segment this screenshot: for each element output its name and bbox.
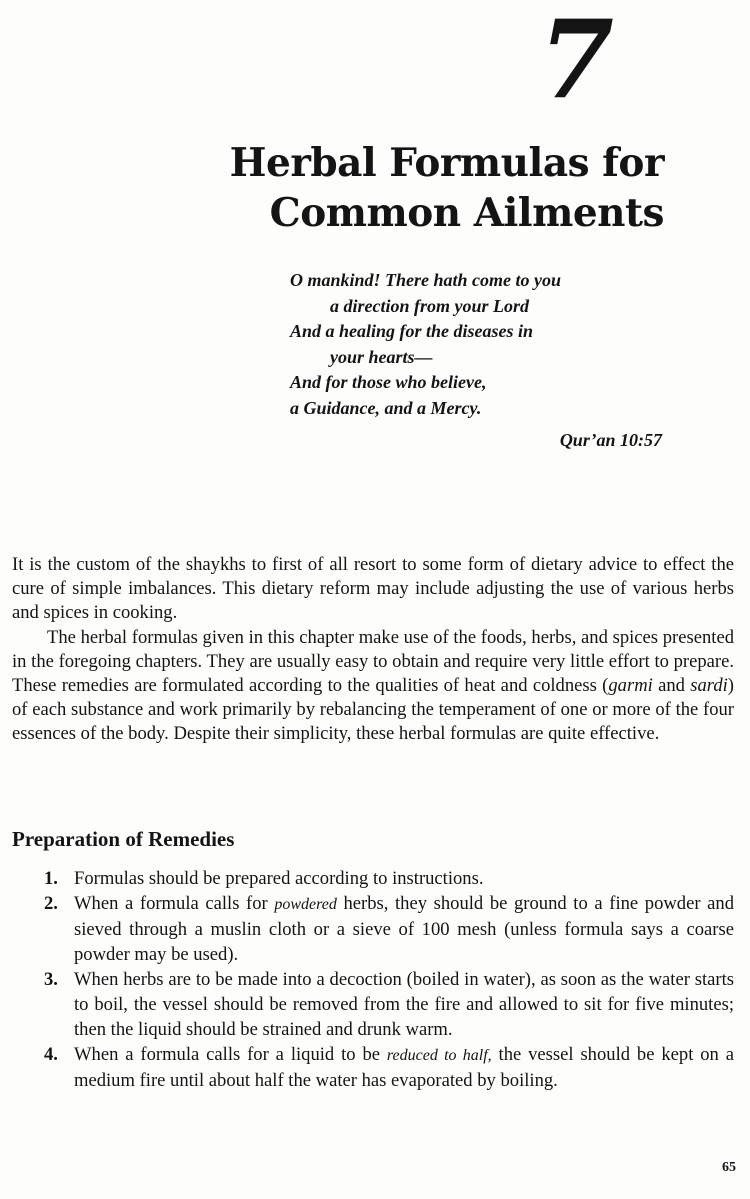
term-garmi: garmi <box>608 675 653 697</box>
paragraph-text: The herbal formulas given in this chapter make use of the foods, herbs, and spices presented in the foregoing chapters. They are usually easy to obtain and require very little effort to prepare. These remedies are formulated according to the qualities of heat and coldness ( <box>12 626 734 697</box>
body-text <box>12 553 734 747</box>
list-item-text: When a formula calls for a liquid to be <box>74 1044 387 1065</box>
list-item <box>44 1042 734 1093</box>
list-item-text: the vessel should be kept on a medium fire until about half the water has evaporated by boiling. <box>74 1044 734 1091</box>
chapter-title <box>44 138 664 238</box>
list-item <box>44 891 734 967</box>
epigraph <box>290 268 662 454</box>
term-sardi: sardi <box>690 675 728 697</box>
list-item-text: When herbs are to be made into a decoction (boiled in water), as soon as the water starts to boil, the vessel should be removed from the fire and allowed to sit for five minutes; then the liquid should be strained and drunk warm. <box>74 969 734 1040</box>
list-item-text: herbs, they should be ground to a fine powder and sieved through a muslin cloth or a sieve of 100 mesh (unless formula says a coarse powder may be used). <box>74 893 734 965</box>
chapter-title-line: Common Ailments <box>269 190 664 236</box>
paragraph <box>12 626 734 747</box>
epigraph-line: your hearts— <box>330 346 433 367</box>
list-item <box>44 866 734 891</box>
epigraph-source: Qur’an 10:57 <box>559 430 662 450</box>
list-item-text: Formulas should be prepared according to instructions. <box>74 868 484 889</box>
paragraph-text: ) of each substance and work primarily by rebalancing the temperament of one or more of the four essences of the body. Despite their simplicity, these herbal formulas are quite effective. <box>12 675 734 745</box>
list-item-number: 1. <box>44 868 58 889</box>
epigraph-line: And for those who believe, <box>290 372 487 392</box>
list-item-number: 3. <box>44 969 58 990</box>
chapter-number: 7 <box>538 0 612 123</box>
epigraph-line: a direction from your Lord <box>330 295 530 316</box>
epigraph-line: And a healing for the diseases in <box>290 321 534 341</box>
list-item-emphasis: reduced to half, <box>386 1047 492 1064</box>
list-item-number: 2. <box>44 893 58 914</box>
list-item-emphasis: powdered <box>274 896 337 913</box>
list-item-text: When a formula calls for <box>74 893 275 914</box>
epigraph-line: a Guidance, and a Mercy. <box>290 397 482 418</box>
page-number: 65 <box>722 1160 736 1175</box>
paragraph-text: and <box>652 675 691 697</box>
remedy-list <box>44 866 734 1093</box>
epigraph-line: O mankind! There hath come to you <box>290 270 562 290</box>
chapter-title-line: Herbal Formulas for <box>229 140 664 186</box>
list-item <box>44 967 734 1042</box>
section-heading: Preparation of Remedies <box>12 827 235 851</box>
list-item-number: 4. <box>44 1044 58 1065</box>
paragraph: It is the custom of the shaykhs to first of all resort to some form of dietary advice to effect the cure of simple imbalances. This dietary reform may include adjusting the use of various herbs and spices in cooking. <box>12 554 734 624</box>
